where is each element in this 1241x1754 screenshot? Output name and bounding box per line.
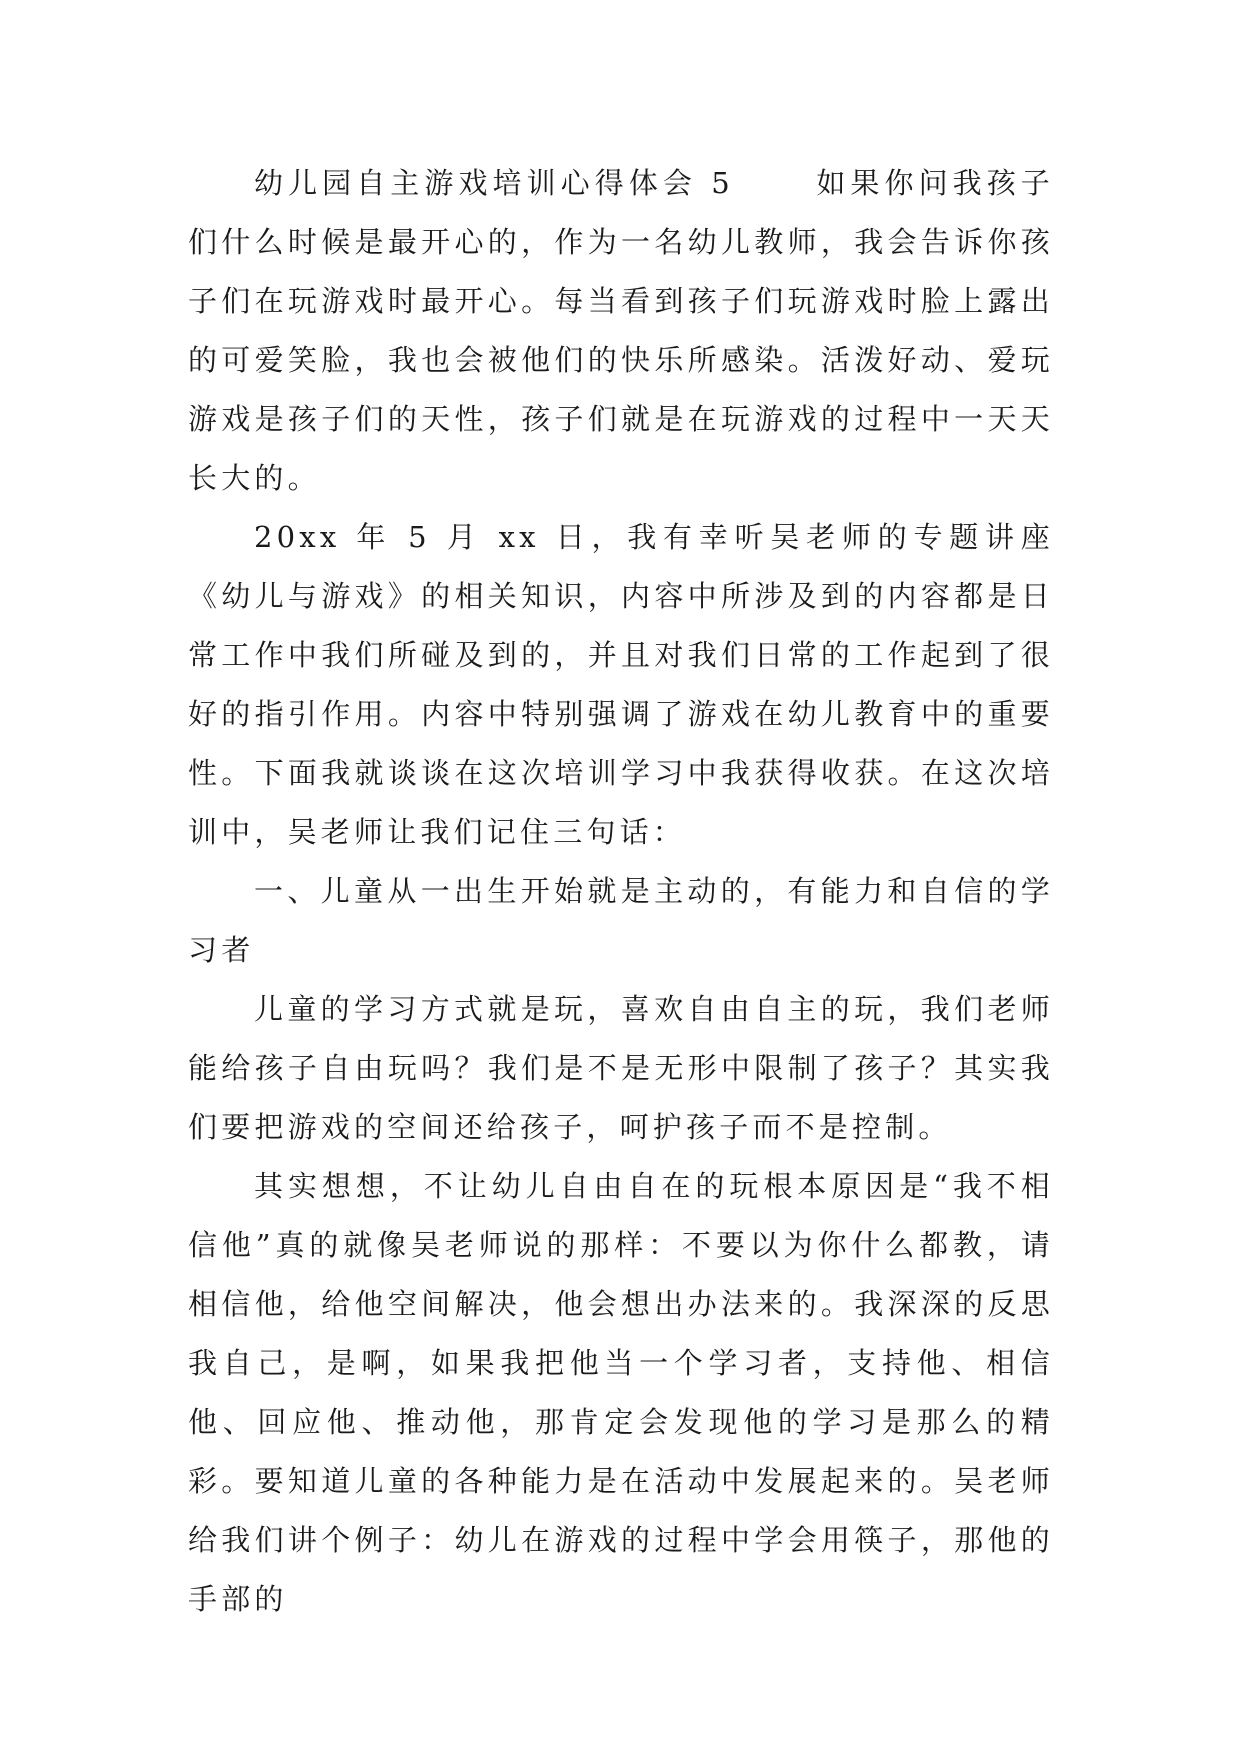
paragraph-learning-play: 儿童的学习方式就是玩，喜欢自由自主的玩，我们老师能给孩子自由玩吗？我们是不是无形中限制了孩子？其实我们要把游戏的空间还给孩子，呵护孩子而不是控制。 bbox=[188, 992, 1054, 1144]
paragraph-reflection: 其实想想，不让幼儿自由自在的玩根本原因是“我不相信他”真的就像吴老师说的那样：不要以为你什么都教，请相信他，给他空间解决，他会想出办法来的。我深深的反思我自己，是啊，如果我把他当一个学习者，支持他、相信他、回应他、推动他，那肯定会发现他的学习是那么的精彩。要知道儿童的各种能力是在活动中发展起来的。吴老师给我们讲个例子：幼儿在游戏的过程中学会用筷子，那他的手部的 bbox=[188, 1169, 1054, 1616]
paragraph-point-one: 一、儿童从一出生开始就是主动的，有能力和自信的学习者 bbox=[188, 874, 1054, 967]
document-body bbox=[188, 154, 1054, 1629]
paragraph-intro: 幼儿园自主游戏培训心得体会 5 如果你问我孩子们什么时候是最开心的，作为一名幼儿教师，我会告诉你孩子们在玩游戏时最开心。每当看到孩子们玩游戏时脸上露出的可爱笑脸，我也会被他们的快乐所感染。活泼好动、爱玩游戏是孩子们的天性，孩子们就是在玩游戏的过程中一天天长大的。 bbox=[188, 166, 1054, 495]
paragraph-lecture: 20xx 年 5 月 xx 日，我有幸听吴老师的专题讲座《幼儿与游戏》的相关知识，内容中所涉及到的内容都是日常工作中我们所碰及到的，并且对我们日常的工作起到了很好的指引作用。内容中特别强调了游戏在幼儿教育中的重要性。下面我就谈谈在这次培训学习中我获得收获。在这次培训中，吴老师让我们记住三句话： bbox=[188, 520, 1054, 849]
